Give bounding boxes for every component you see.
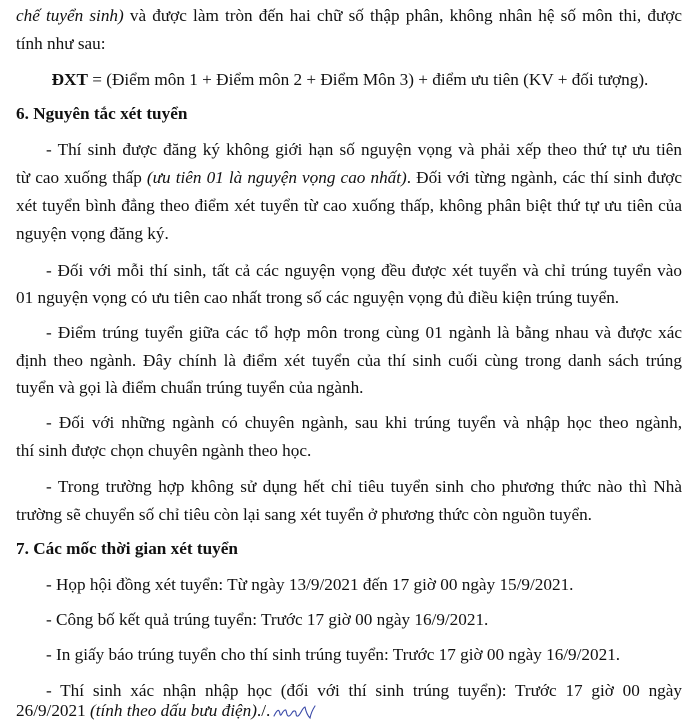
- text-run: ./.: [256, 701, 271, 720]
- intro-text: và được làm tròn đến hai chữ số thập phân, không nhân hệ số môn thi, được: [123, 6, 683, 25]
- text-run: . Đối với từng ngành, các thí sinh được: [406, 168, 682, 187]
- section-7-title: 7. Các mốc thời gian xét tuyển: [16, 539, 238, 558]
- text-run: 26/9/2021: [16, 701, 91, 720]
- sec7-item-4-line-1: - Thí sinh xác nhận nhập học (đối với thí sinh trúng tuyển): Trước 17 giờ 00 ngày: [46, 681, 682, 700]
- sec7-item-4-line-2: [16, 701, 682, 722]
- italic-run: (tính theo dấu bưu điện): [90, 701, 257, 720]
- sec7-item-2: - Công bố kết quả trúng tuyển: Trước 17 giờ 00 ngày 16/9/2021.: [46, 610, 489, 629]
- formula-label: ĐXT: [51, 70, 88, 89]
- intro-line-2: tính như sau:: [16, 34, 106, 53]
- italic-run: (ưu tiên 01 là nguyện vọng cao nhất): [146, 168, 407, 187]
- sec6-p2-line-2: 01 nguyện vọng có ưu tiên cao nhất trong số các nguyện vọng đủ điều kiện trúng tuyển.: [16, 288, 620, 307]
- sec7-item-1: - Họp hội đồng xét tuyển: Từ ngày 13/9/2021 đến 17 giờ 00 ngày 15/9/2021.: [46, 575, 574, 594]
- sec6-p1-line-1: - Thí sinh được đăng ký không giới hạn số nguyện vọng và phải xếp theo thứ tự ưu tiên: [46, 140, 682, 159]
- sec6-p4-line-1: - Đối với những ngành có chuyên ngành, sau khi trúng tuyển và nhập học theo ngành,: [46, 413, 682, 432]
- sec6-p2-line-1: - Đối với mỗi thí sinh, tất cả các nguyện vọng đều được xét tuyển và chỉ trúng tuyển vào: [46, 261, 682, 280]
- sec6-p3-line-1: - Điểm trúng tuyển giữa các tổ hợp môn trong cùng 01 ngành là bằng nhau và được xác: [46, 323, 682, 342]
- section-6-title: 6. Nguyên tắc xét tuyển: [16, 104, 188, 123]
- formula-text: = (Điểm môn 1 + Điểm môn 2 + Điểm Môn 3) + điểm ưu tiên (KV + đối tượng).: [87, 70, 649, 89]
- sec7-item-3: - In giấy báo trúng tuyển cho thí sinh trúng tuyển: Trước 17 giờ 00 ngày 16/9/2021.: [46, 645, 621, 664]
- sec6-p1-line-4: nguyện vọng đăng ký.: [16, 224, 169, 243]
- intro-line-1: [16, 6, 682, 26]
- text-run: từ cao xuống thấp: [16, 168, 147, 187]
- sec6-p5-line-2: trường sẽ chuyển số chỉ tiêu còn lại sang xét tuyển ở phương thức còn nguồn tuyển.: [16, 505, 592, 524]
- sec6-p3-line-3: tuyển và gọi là điểm chuẩn trúng tuyển của ngành.: [16, 378, 364, 397]
- handwritten-initials-icon: [272, 702, 316, 722]
- sec6-p5-line-1: - Trong trường hợp không sử dụng hết chỉ tiêu tuyển sinh cho phương thức nào thì Nhà: [46, 477, 682, 496]
- formula-line: [0, 70, 700, 90]
- sec6-p4-line-2: thí sinh được chọn chuyên ngành theo học.: [16, 441, 312, 460]
- sec6-p3-line-2: định theo ngành. Đây chính là điểm xét tuyển của thí sinh cuối cùng trong danh sách trúng: [16, 351, 682, 370]
- sec6-p1-line-2: [16, 168, 682, 188]
- sec6-p1-line-3: xét tuyển bình đẳng theo điểm xét tuyển từ cao xuống thấp, không phân biệt thứ tự ưu tiên của: [16, 196, 682, 215]
- intro-italic-ref: chế tuyển sinh): [16, 6, 124, 25]
